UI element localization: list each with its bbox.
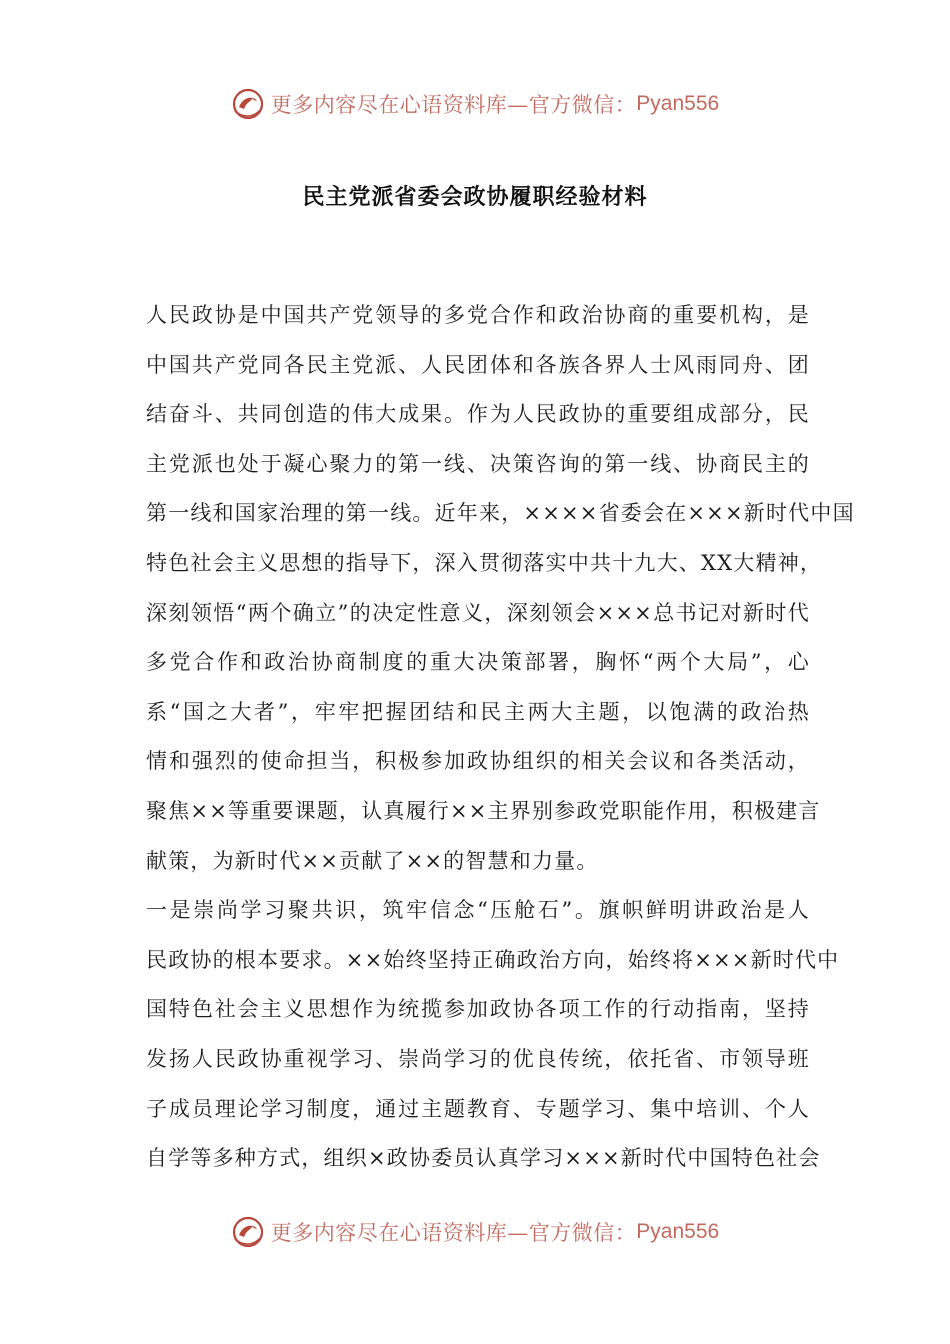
body-line: 献策，为新时代××贡献了××的智慧和力量。 (146, 848, 599, 873)
body-line: 子成员理论学习制度，通过主题教育、专题学习、集中培训、个人 (146, 1096, 810, 1121)
document-title: 民主党派省委会政协履职经验材料 (302, 184, 648, 210)
body-line: 聚焦××等重要课题，认真履行××主界别参政党职能作用，积极建言 (146, 798, 821, 823)
document-body (146, 291, 855, 1184)
body-line: 系“国之大者”，牢牢把握团结和民主两大主题，以饱满的政治热 (146, 699, 810, 724)
watermark-brand-text: 更多内容尽在心语资料库—官方微信： (270, 1221, 637, 1245)
body-line: 发扬人民政协重视学习、崇尚学习的优良传统，依托省、市领导班 (146, 1046, 810, 1071)
watermark-banner-top (0, 82, 950, 126)
body-line: 多党合作和政治协商制度的重大决策部署，胸怀“两个大局”，心 (146, 650, 810, 675)
body-line: 第一线和国家治理的第一线。近年来，××××省委会在×××新时代中国 (146, 501, 855, 526)
body-line: 一是崇尚学习聚共识，筑牢信念“压舱石”。旗帜鲜明讲政治是人 (146, 898, 810, 923)
body-line: 深刻领悟“两个确立”的决定性意义，深刻领会×××总书记对新时代 (146, 600, 810, 625)
pen-swirl-logo-icon (231, 87, 265, 121)
body-line: 主党派也处于凝心聚力的第一线、决策咨询的第一线、协商民主的 (146, 451, 810, 476)
body-line: 特色社会主义思想的指导下，深入贯彻落实中共十九大、XX大精神， (146, 550, 823, 575)
watermark-brand-text: 更多内容尽在心语资料库—官方微信： (270, 93, 637, 117)
watermark-banner-bottom (0, 1210, 950, 1254)
body-line: 人民政协是中国共产党领导的多党合作和政治协商的重要机构，是 (146, 303, 810, 327)
body-line: 自学等多种方式，组织×政协委员认真学习×××新时代中国特色社会 (146, 1146, 821, 1171)
watermark-wechat-id: Pyan556 (636, 92, 720, 115)
body-line: 中国共产党同各民主党派、人民团体和各族各界人士风雨同舟、团 (146, 352, 810, 377)
watermark-wechat-id: Pyan556 (636, 1220, 720, 1243)
body-line: 民政协的根本要求。××始终坚持正确政治方向，始终将×××新时代中 (146, 947, 840, 972)
pen-swirl-logo-icon (231, 1215, 265, 1249)
body-line: 情和强烈的使命担当，积极参加政协组织的相关会议和各类活动， (146, 749, 810, 774)
body-line: 国特色社会主义思想作为统揽参加政协各项工作的行动指南，坚持 (146, 997, 810, 1022)
body-line: 结奋斗、共同创造的伟大成果。作为人民政协的重要组成部分，民 (146, 402, 810, 427)
